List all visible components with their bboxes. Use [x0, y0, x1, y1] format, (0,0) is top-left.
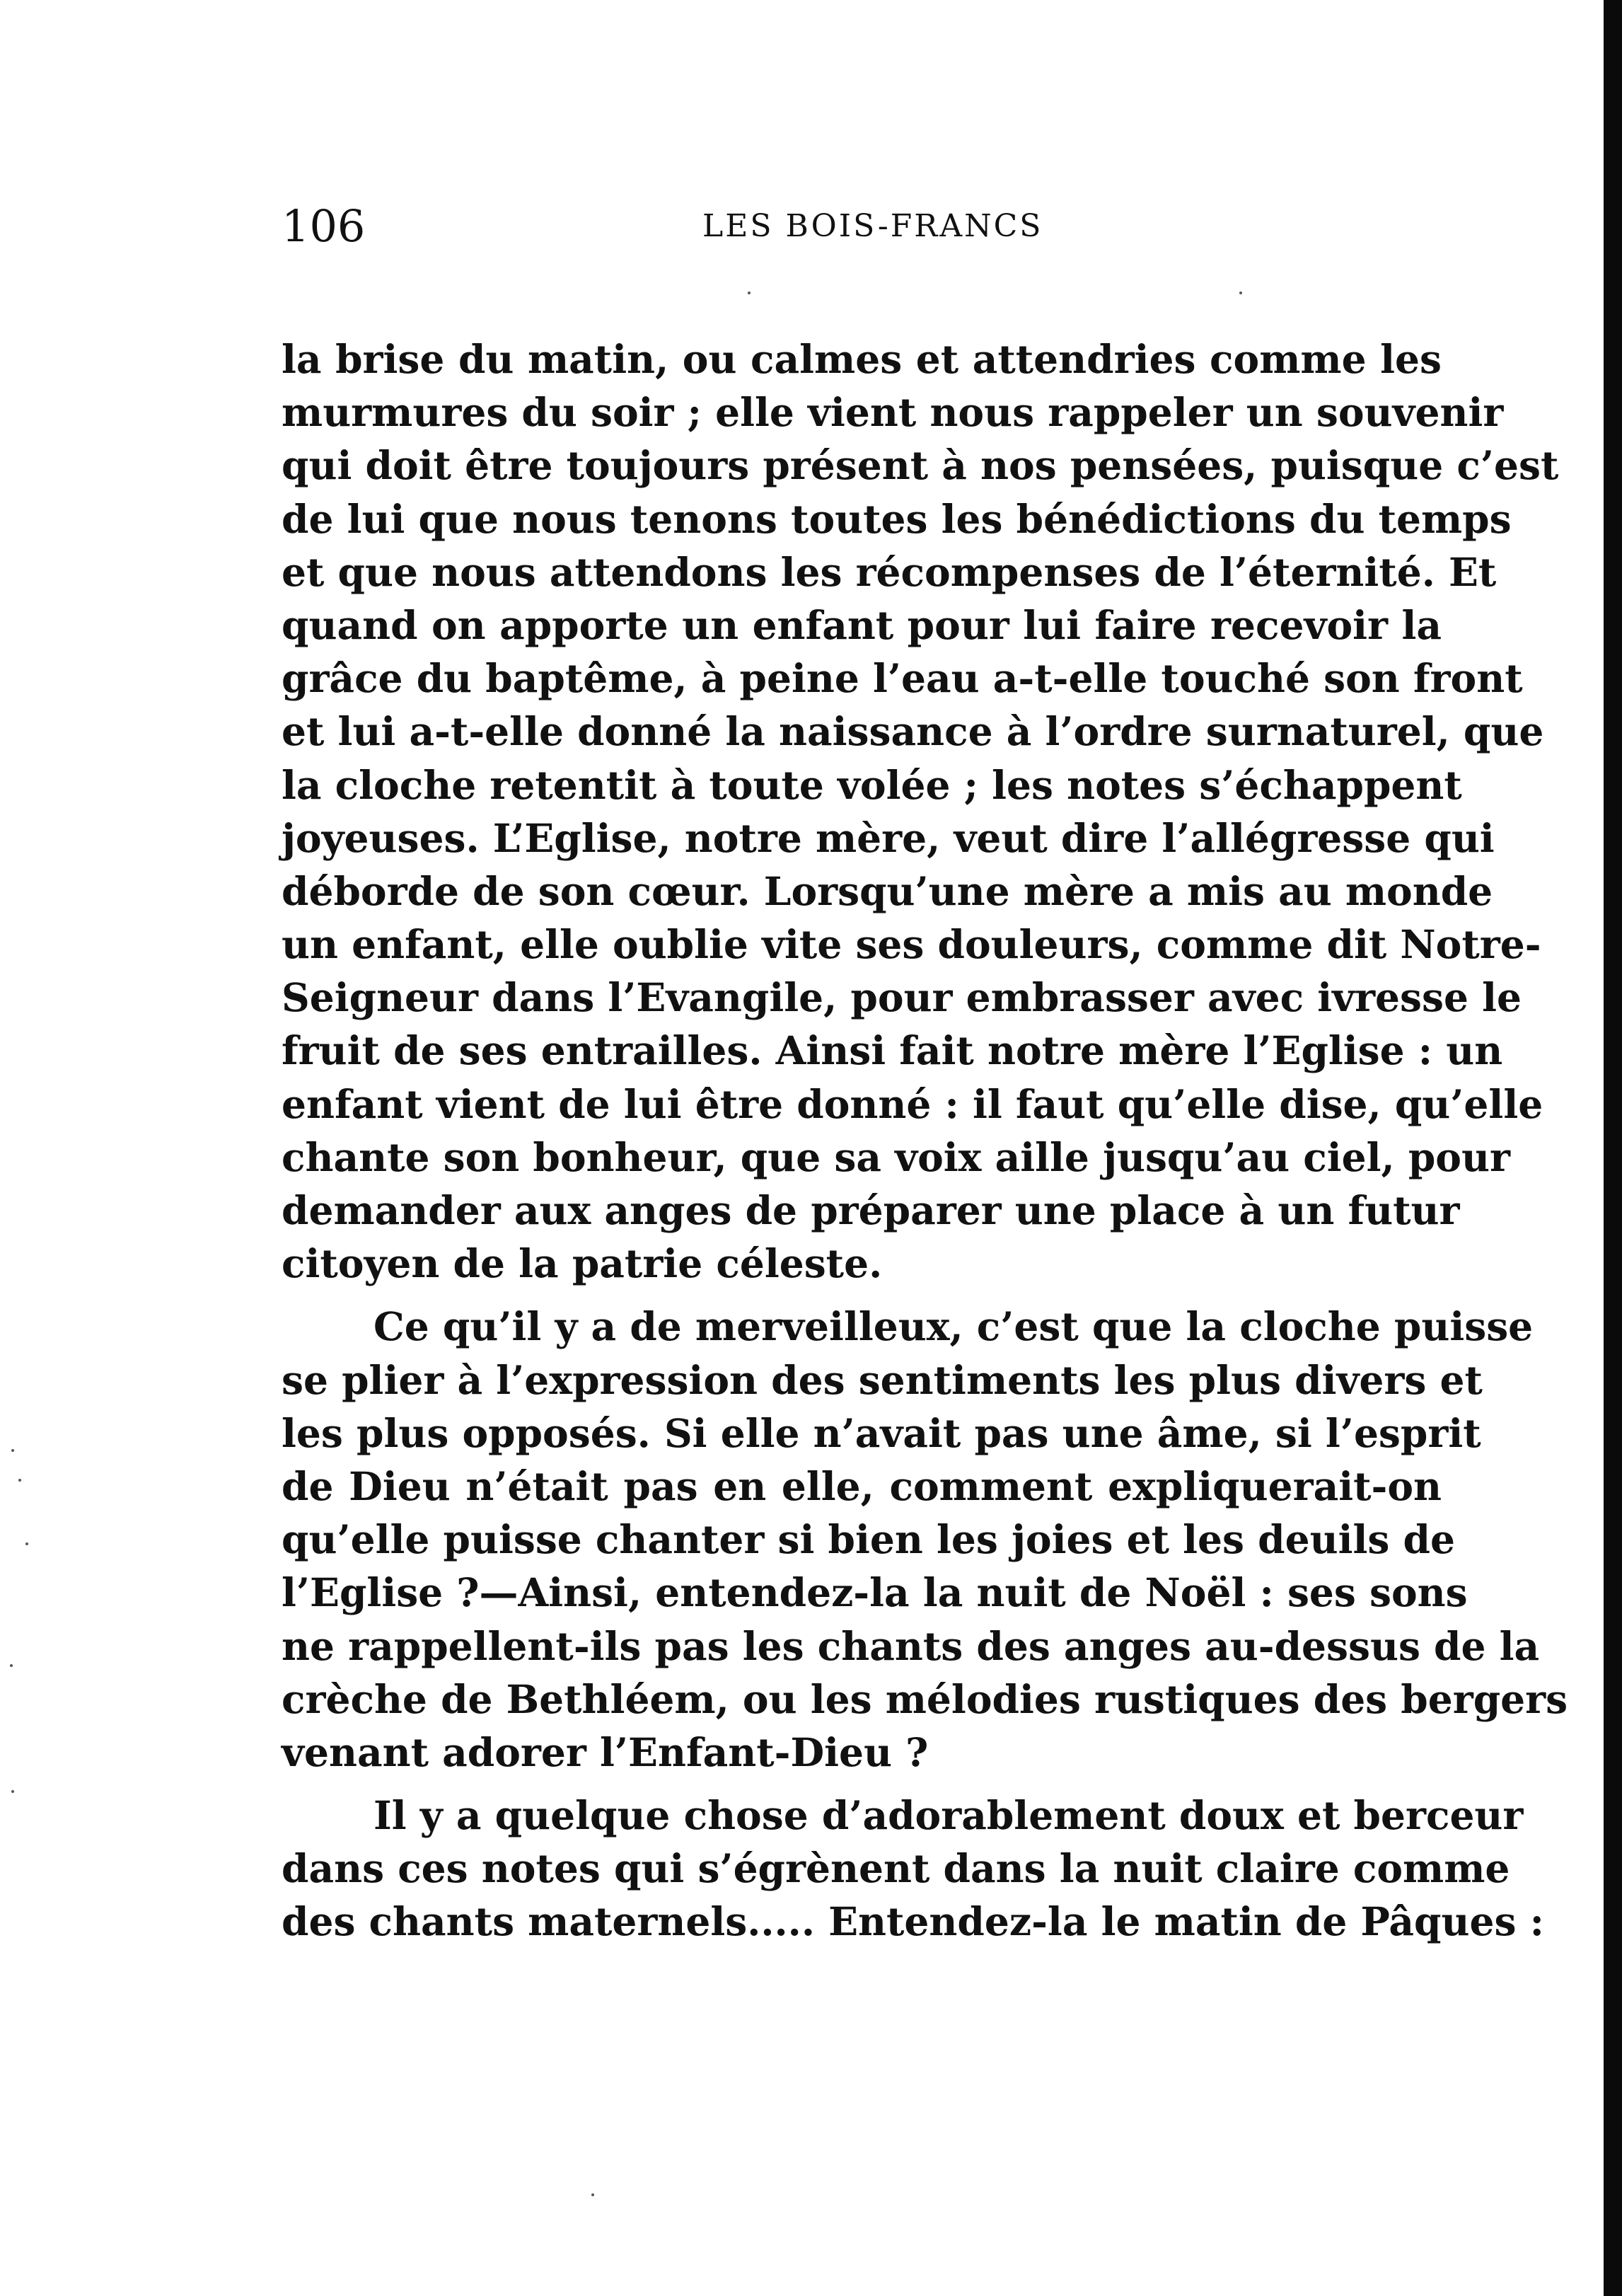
running-head — [282, 198, 1442, 255]
text-line: fruit de ses entrailles. Ainsi fait notre mère l’Eglise : un — [282, 1027, 1503, 1074]
text-line: dans ces notes qui s’égrènent dans la nuit claire comme — [282, 1845, 1510, 1892]
paragraph-3 — [282, 1789, 1544, 1949]
page-edge-shadow — [1604, 0, 1622, 2296]
text-line: grâce du baptême, à peine l’eau a-t-elle touché son front — [282, 655, 1523, 702]
text-line: qu’elle puisse chanter si bien les joies et les deuils de — [282, 1516, 1455, 1563]
text-line: ne rappellent-ils pas les chants des anges au-dessus de la — [282, 1622, 1540, 1669]
text-line: Il y a quelque chose d’adorablement doux et berceur — [373, 1792, 1524, 1839]
text-line: Ce qu’il y a de merveilleux, c’est que la cloche puisse — [373, 1303, 1534, 1350]
paragraph-gap — [282, 1290, 1442, 1300]
scan-speck — [748, 292, 751, 294]
text-line: murmures du soir ; elle vient nous rappeler un souvenir — [282, 389, 1504, 436]
scan-speck — [11, 1449, 14, 1452]
page-number: 106 — [282, 200, 366, 252]
text-line: des chants maternels..... Entendez-la le matin de Pâques : — [282, 1898, 1544, 1945]
text-line: et que nous attendons les récompenses de l’éternité. Et — [282, 548, 1497, 595]
text-line: joyeuses. L’Eglise, notre mère, veut dire l’allégresse qui — [282, 814, 1495, 861]
running-title: LES BOIS-FRANCS — [702, 208, 1043, 244]
text-line: un enfant, elle oublie vite ses douleurs, comme dit Notre- — [282, 921, 1541, 968]
text-line: et lui a-t-elle donné la naissance à l’ordre surnaturel, que — [282, 708, 1544, 755]
scan-speck — [11, 1790, 14, 1793]
text-line: de Dieu n’était pas en elle, comment expliquerait-on — [282, 1463, 1442, 1509]
scan-speck — [10, 1664, 13, 1667]
text-line: quand on apporte un enfant pour lui faire recevoir la — [282, 601, 1442, 648]
scan-speck — [25, 1542, 28, 1545]
text-line: de lui que nous tenons toutes les bénédictions du temps — [282, 495, 1512, 542]
paragraph-gap — [282, 1779, 1442, 1789]
text-line: les plus opposés. Si elle n’avait pas une âme, si l’esprit — [282, 1409, 1481, 1456]
text-line: qui doit être toujours présent à nos pensées, puisque c’est — [282, 442, 1559, 489]
text-line: venant adorer l’Enfant-Dieu ? — [282, 1729, 929, 1775]
text-line: crèche de Bethléem, ou les mélodies rustiques des bergers — [282, 1675, 1568, 1722]
text-line: la cloche retentit à toute volée ; les notes s’échappent — [282, 761, 1462, 808]
text-line: l’Eglise ?—Ainsi, entendez-la la nuit de Noël : ses sons — [282, 1569, 1468, 1616]
text-line: se plier à l’expression des sentiments les plus divers et — [282, 1356, 1483, 1403]
scan-speck — [1239, 292, 1242, 294]
text-line: enfant vient de lui être donné : il faut qu’elle dise, qu’elle — [282, 1080, 1543, 1127]
text-line: la brise du matin, ou calmes et attendries comme les — [282, 336, 1442, 382]
text-line: déborde de son cœur. Lorsqu’une mère a mis au monde — [282, 867, 1493, 914]
text-line: citoyen de la patrie céleste. — [282, 1240, 883, 1287]
text-line: Seigneur dans l’Evangile, pour embrasser avec ivresse le — [282, 974, 1522, 1021]
text-line: chante son bonheur, que sa voix aille jusqu’au ciel, pour — [282, 1133, 1510, 1180]
body-text — [282, 333, 1568, 1949]
scan-speck — [18, 1479, 21, 1482]
paragraph-1 — [282, 333, 1559, 1290]
text-line: demander aux anges de préparer une place à un futur — [282, 1187, 1460, 1233]
scan-speck — [591, 2193, 594, 2196]
paragraph-2 — [282, 1300, 1568, 1779]
